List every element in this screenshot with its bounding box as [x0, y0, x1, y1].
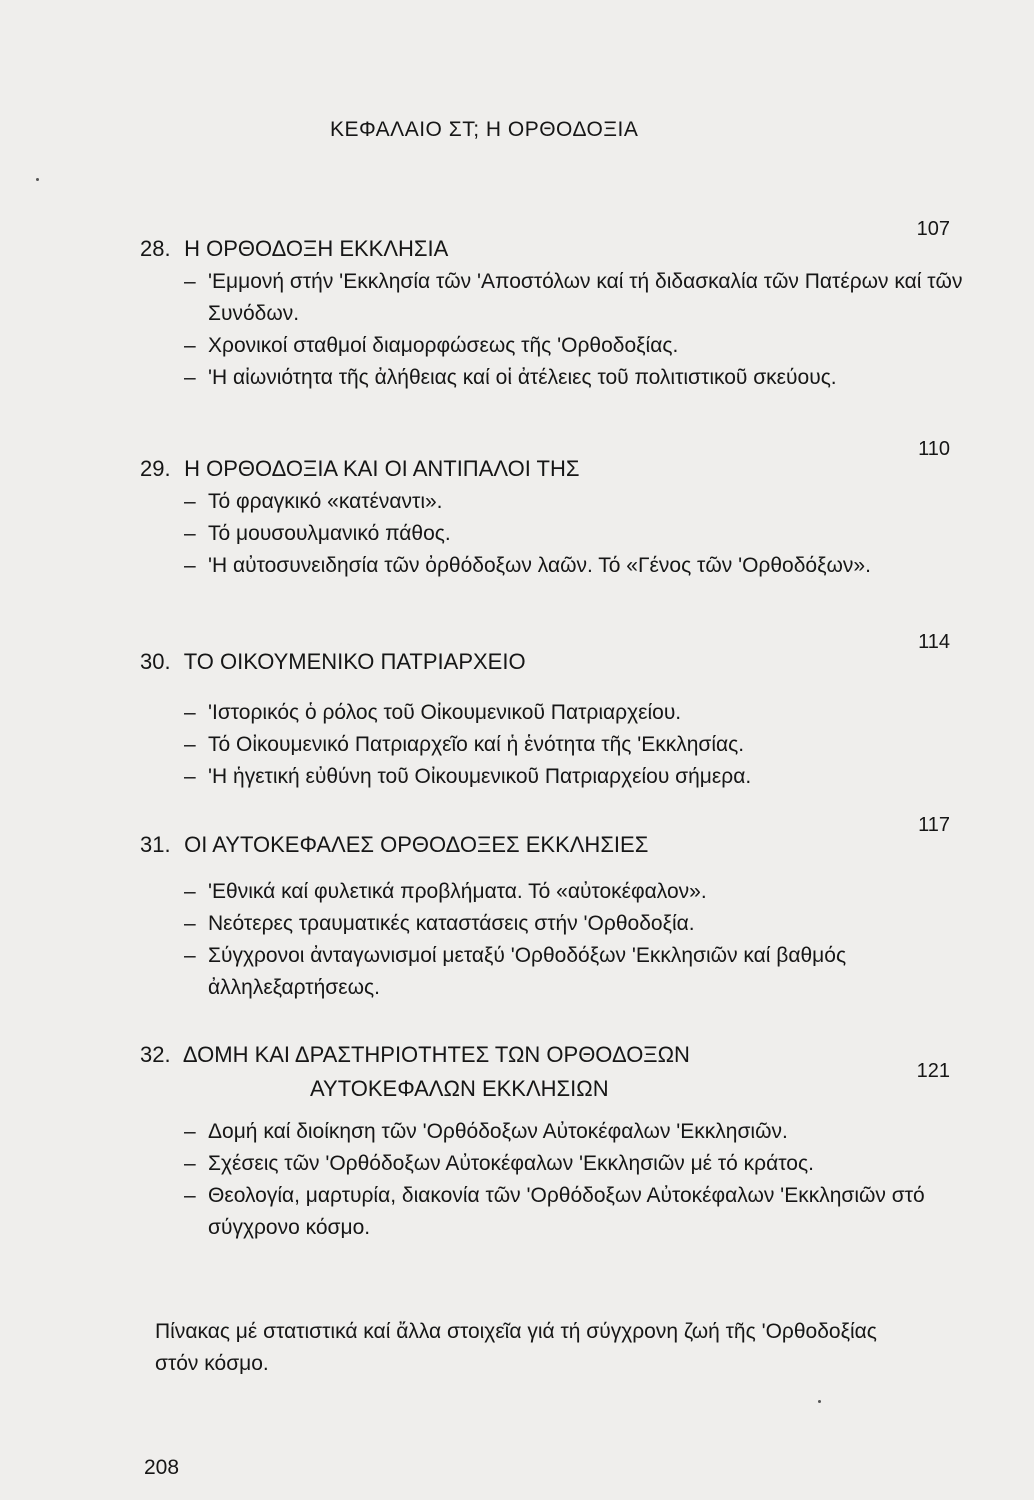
scan-speck — [818, 1400, 821, 1403]
toc-section-29 — [140, 438, 990, 582]
toc-item: – Τό φραγκικό «κατέναντι». — [184, 490, 443, 513]
chapter-heading: ΚΕΦΑΛΑΙΟ ΣΤ; Η ΟΡΘΟΔΟΞΙΑ — [330, 118, 639, 141]
section-title-text: Η ΟΡΘΟΔΟΞΗ ΕΚΚΛΗΣΙΑ — [184, 236, 449, 261]
section-title — [140, 232, 990, 266]
section-title-text: ΔΟΜΗ ΚΑΙ ΔΡΑΣΤΗΡΙΟΤΗΤΕΣ ΤΩΝ ΟΡΘΟΔΟΞΩΝ — [182, 1042, 690, 1067]
section-page-number: 107 — [916, 218, 950, 240]
toc-item: – Τό Οἰκουμενικό Πατριαρχεῖο καί ἡ ἑνότητα τῆς 'Εκκλησίας. — [184, 733, 745, 756]
section-number: 32. — [140, 1042, 171, 1067]
toc-item: – Χρονικοί σταθμοί διαμορφώσεως τῆς 'Ορθοδοξίας. — [184, 334, 679, 357]
section-title-text-line2: ΑΥΤΟΚΕΦΑΛΩΝ ΕΚΚΛΗΣΙΩΝ — [310, 1076, 609, 1101]
section-page-number: 110 — [918, 438, 950, 460]
toc-item: – 'Η ἡγετική εὐθύνη τοῦ Οἰκουμενικοῦ Πατριαρχείου σήμερα. — [184, 765, 752, 788]
toc-item: – Θεολογία, μαρτυρία, διακονία τῶν 'Ορθόδοξων Αὐτοκέφαλων 'Εκκλησιῶν στό σύγχρονο κόσμο. — [184, 1184, 925, 1239]
section-number: 31. — [140, 832, 171, 857]
page-number: 208 — [144, 1456, 180, 1479]
section-page-number: 114 — [918, 631, 950, 653]
toc-item: – Σύγχρονοι ἀνταγωνισμοί μεταξύ 'Ορθοδόξων 'Εκκλησιῶν καί βαθμός ἀλληλεξαρτήσεως. — [184, 944, 847, 999]
toc-section-30 — [140, 631, 990, 793]
section-title — [140, 452, 990, 486]
section-page-number: 121 — [916, 1060, 950, 1082]
section-number: 28. — [140, 236, 171, 261]
toc-item: – 'Εμμονή στήν 'Εκκλησία τῶν 'Αποστόλων καί τή διδασκαλία τῶν Πατέρων καί τῶν Συνόδων. — [184, 270, 963, 325]
section-title-text: Η ΟΡΘΟΔΟΞΙΑ ΚΑΙ ΟΙ ΑΝΤΙΠΑΛΟΙ ΤΗΣ — [184, 456, 580, 481]
section-title — [140, 1038, 990, 1106]
toc-section-32 — [140, 1038, 990, 1244]
toc-item: – Δομή καί διοίκηση τῶν 'Ορθόδοξων Αὐτοκέφαλων 'Εκκλησιῶν. — [184, 1120, 788, 1143]
section-number: 29. — [140, 456, 171, 481]
section-title — [140, 645, 990, 679]
toc-item: – Σχέσεις τῶν 'Ορθόδοξων Αὐτοκέφαλων 'Εκκλησιῶν μέ τό κράτος. — [184, 1152, 814, 1175]
toc-section-31 — [140, 814, 990, 1004]
scan-speck — [36, 178, 39, 181]
toc-item: – Τό μουσουλμανικό πάθος. — [184, 522, 451, 545]
toc-item: – Νεότερες τραυματικές καταστάσεις στήν 'Ορθοδοξία. — [184, 912, 695, 935]
toc-section-28 — [140, 218, 990, 394]
closing-note: Πίνακας μέ στατιστικά καί ἄλλα στοιχεῖα γιά τή σύγχρονη ζωή τῆς 'Ορθοδοξίας στόν κόσμο. — [155, 1320, 877, 1375]
section-title-text: ΟΙ ΑΥΤΟΚΕΦΑΛΕΣ ΟΡΘΟΔΟΞΕΣ ΕΚΚΛΗΣΙΕΣ — [184, 832, 649, 857]
section-number: 30. — [140, 649, 171, 674]
section-title — [140, 828, 990, 862]
toc-item: – 'Η αἰωνιότητα τῆς ἀλήθειας καί οἱ ἀτέλειες τοῦ πολιτιστικοῦ σκεύους. — [184, 366, 837, 389]
toc-item: – 'Η αὐτοσυνειδησία τῶν ὀρθόδοξων λαῶν. Τό «Γένος τῶν 'Ορθοδόξων». — [184, 554, 871, 577]
section-page-number: 117 — [918, 814, 950, 836]
toc-item: – 'Ιστορικός ὁ ρόλος τοῦ Οἰκουμενικοῦ Πατριαρχείου. — [184, 701, 682, 724]
toc-item: – 'Εθνικά καί φυλετικά προβλήματα. Τό «αὐτοκέφαλον». — [184, 880, 707, 903]
section-title-text: ΤΟ ΟΙΚΟΥΜΕΝΙΚΟ ΠΑΤΡΙΑΡΧΕΙΟ — [183, 649, 526, 674]
